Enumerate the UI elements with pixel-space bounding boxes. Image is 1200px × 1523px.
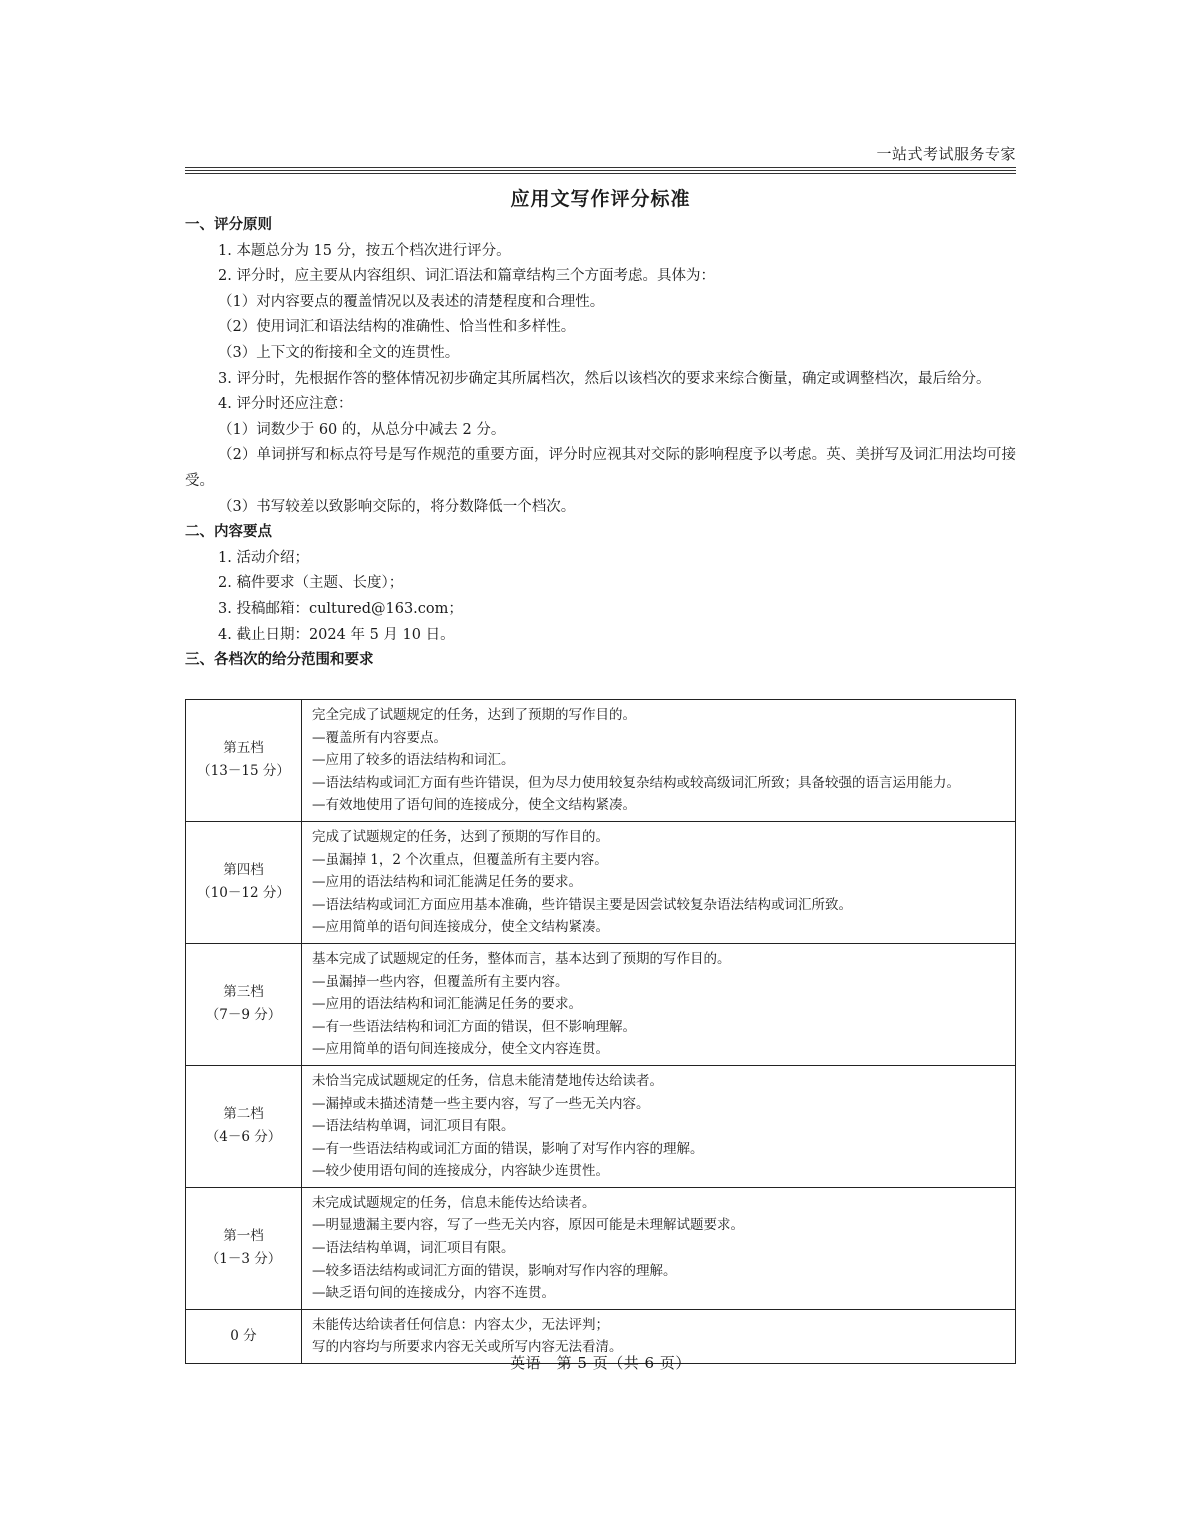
level-description [302,821,1016,943]
requirement-line: —有效地使用了语句间的连接成分，使全文结构紧凑。 [312,797,636,814]
requirement-line: 未能传达给读者任何信息：内容太少，无法评判； [312,1316,609,1333]
requirement-line: —语法结构单调，词汇项目有限。 [312,1118,515,1135]
requirement-line: —虽漏掉一些内容，但覆盖所有主要内容。 [312,973,569,990]
level-description [302,1187,1016,1309]
document-title: 应用文写作评分标准 [510,188,691,210]
content-point: 3. 投稿邮箱：cultured@163.com； [218,600,463,617]
level-range: （13－15 分） [197,763,290,780]
principle-line: （2）使用词汇和语法结构的准确性、恰当性和多样性。 [218,319,576,336]
requirement-line: —覆盖所有内容要点。 [312,729,447,746]
level-range: （10－12 分） [197,885,290,902]
requirement-line: —语法结构单调，词汇项目有限。 [312,1240,515,1257]
principle-line: 1. 本题总分为 15 分，按五个档次进行评分。 [218,242,511,259]
requirement-line: —语法结构或词汇方面有些许错误，但为尽力使用较复杂结构或较高级词汇所致；具备较强的语言运用能力。 [312,774,960,791]
requirement-line: —漏掉或未描述清楚一些主要内容，写了一些无关内容。 [312,1095,650,1112]
requirement-line: —缺乏语句间的连接成分，内容不连贯。 [312,1285,555,1302]
requirement-line: —应用了较多的语法结构和词汇。 [312,752,515,769]
requirement-line: —应用的语法结构和词汇能满足任务的要求。 [312,996,582,1013]
requirement-line: —语法结构或词汇方面应用基本准确，些许错误主要是因尝试较复杂语法结构或词汇所致。 [312,896,852,913]
header-rule [185,170,1016,171]
requirement-line: 未完成试题规定的任务，信息未能传达给读者。 [312,1194,596,1211]
header-slogan: 一站式考试服务专家 [876,145,1016,163]
page-header [185,143,1016,173]
table-row [186,821,1016,943]
level-cell [186,700,302,822]
level-cell [186,1187,302,1309]
requirement-line: —明显遗漏主要内容，写了一些无关内容，原因可能是未理解试题要求。 [312,1217,744,1234]
principle-line: 3. 评分时，先根据作答的整体情况初步确定其所属档次，然后以该档次的要求来综合衡量，确定或调整档次，最后给分。 [218,370,991,387]
principle-line: 4. 评分时还应注意： [218,396,353,413]
content-point: 4. 截止日期：2024 年 5 月 10 日。 [218,626,455,643]
table-row [186,1065,1016,1187]
level-name: 第二档 [223,1106,264,1123]
requirement-line: 完成了试题规定的任务，达到了预期的写作目的。 [312,828,609,845]
level-description [302,1065,1016,1187]
scoring-table-body [186,700,1016,1364]
level-cell [186,1065,302,1187]
requirement-line: 未恰当完成试题规定的任务，信息未能清楚地传达给读者。 [312,1072,663,1089]
requirement-line: —应用简单的语句间连接成分，使全文内容连贯。 [312,1041,609,1058]
level-description [302,700,1016,822]
level-name: 第三档 [223,984,264,1001]
table-row [186,700,1016,822]
section-heading-scoring-levels: 三、各档次的给分范围和要求 [185,652,374,669]
level-range: （1－3 分） [205,1251,282,1268]
requirement-line: —有一些语法结构或词汇方面的错误，影响了对写作内容的理解。 [312,1140,704,1157]
level-name: 第五档 [223,740,264,757]
level-range: （4－6 分） [205,1129,282,1146]
content-point: 1. 活动介绍； [218,549,309,566]
page-footer: 英语 第 5 页（共 6 页） [510,1354,691,1372]
table-row [186,943,1016,1065]
requirement-line: —较多语法结构或词汇方面的错误，影响对写作内容的理解。 [312,1262,677,1279]
requirement-line: —应用简单的语句间连接成分，使全文结构紧凑。 [312,919,609,936]
header-rule [185,173,1016,174]
principle-line: 2. 评分时，应主要从内容组织、词汇语法和篇章结构三个方面考虑。具体为： [218,268,715,285]
scoring-table [185,699,1016,1364]
principle-line: （3）上下文的衔接和全文的连贯性。 [218,344,460,361]
requirement-line: —较少使用语句间的连接成分，内容缺少连贯性。 [312,1163,609,1180]
level-name: 第四档 [223,862,264,879]
document-page [185,0,1016,1523]
document-body [185,213,1016,674]
requirement-line: 完全完成了试题规定的任务，达到了预期的写作目的。 [312,707,636,723]
requirement-line: 基本完成了试题规定的任务，整体而言，基本达到了预期的写作目的。 [312,950,731,967]
level-description [302,943,1016,1065]
requirement-line: —虽漏掉 1，2 个次重点，但覆盖所有主要内容。 [312,851,608,868]
header-rule [185,167,1016,168]
level-range: （7－9 分） [205,1007,282,1024]
requirement-line: —应用的语法结构和词汇能满足任务的要求。 [312,874,582,891]
table-row [186,1187,1016,1309]
level-name: 0 分 [230,1327,257,1344]
section-heading-content-points: 二、内容要点 [185,524,272,541]
level-cell [186,943,302,1065]
content-point: 2. 稿件要求（主题、长度）； [218,575,404,592]
level-cell [186,821,302,943]
requirement-line: 写的内容均与所要求内容无关或所写内容无法看清。 [312,1339,623,1356]
requirement-line: —有一些语法结构和词汇方面的错误，但不影响理解。 [312,1018,636,1035]
principle-line: （1）词数少于 60 的，从总分中减去 2 分。 [218,421,506,438]
section-heading-principles: 一、评分原则 [185,217,272,233]
principle-line: （1）对内容要点的覆盖情况以及表述的清楚程度和合理性。 [218,293,605,310]
principle-line: （3）书写较差以致影响交际的，将分数降低一个档次。 [218,498,576,515]
level-name: 第一档 [223,1228,264,1245]
principle-line: （2）单词拼写和标点符号是写作规范的重要方面，评分时应视其对交际的影响程度予以考虑。英、美拼写及词汇用法均可接受。 [185,447,1016,489]
